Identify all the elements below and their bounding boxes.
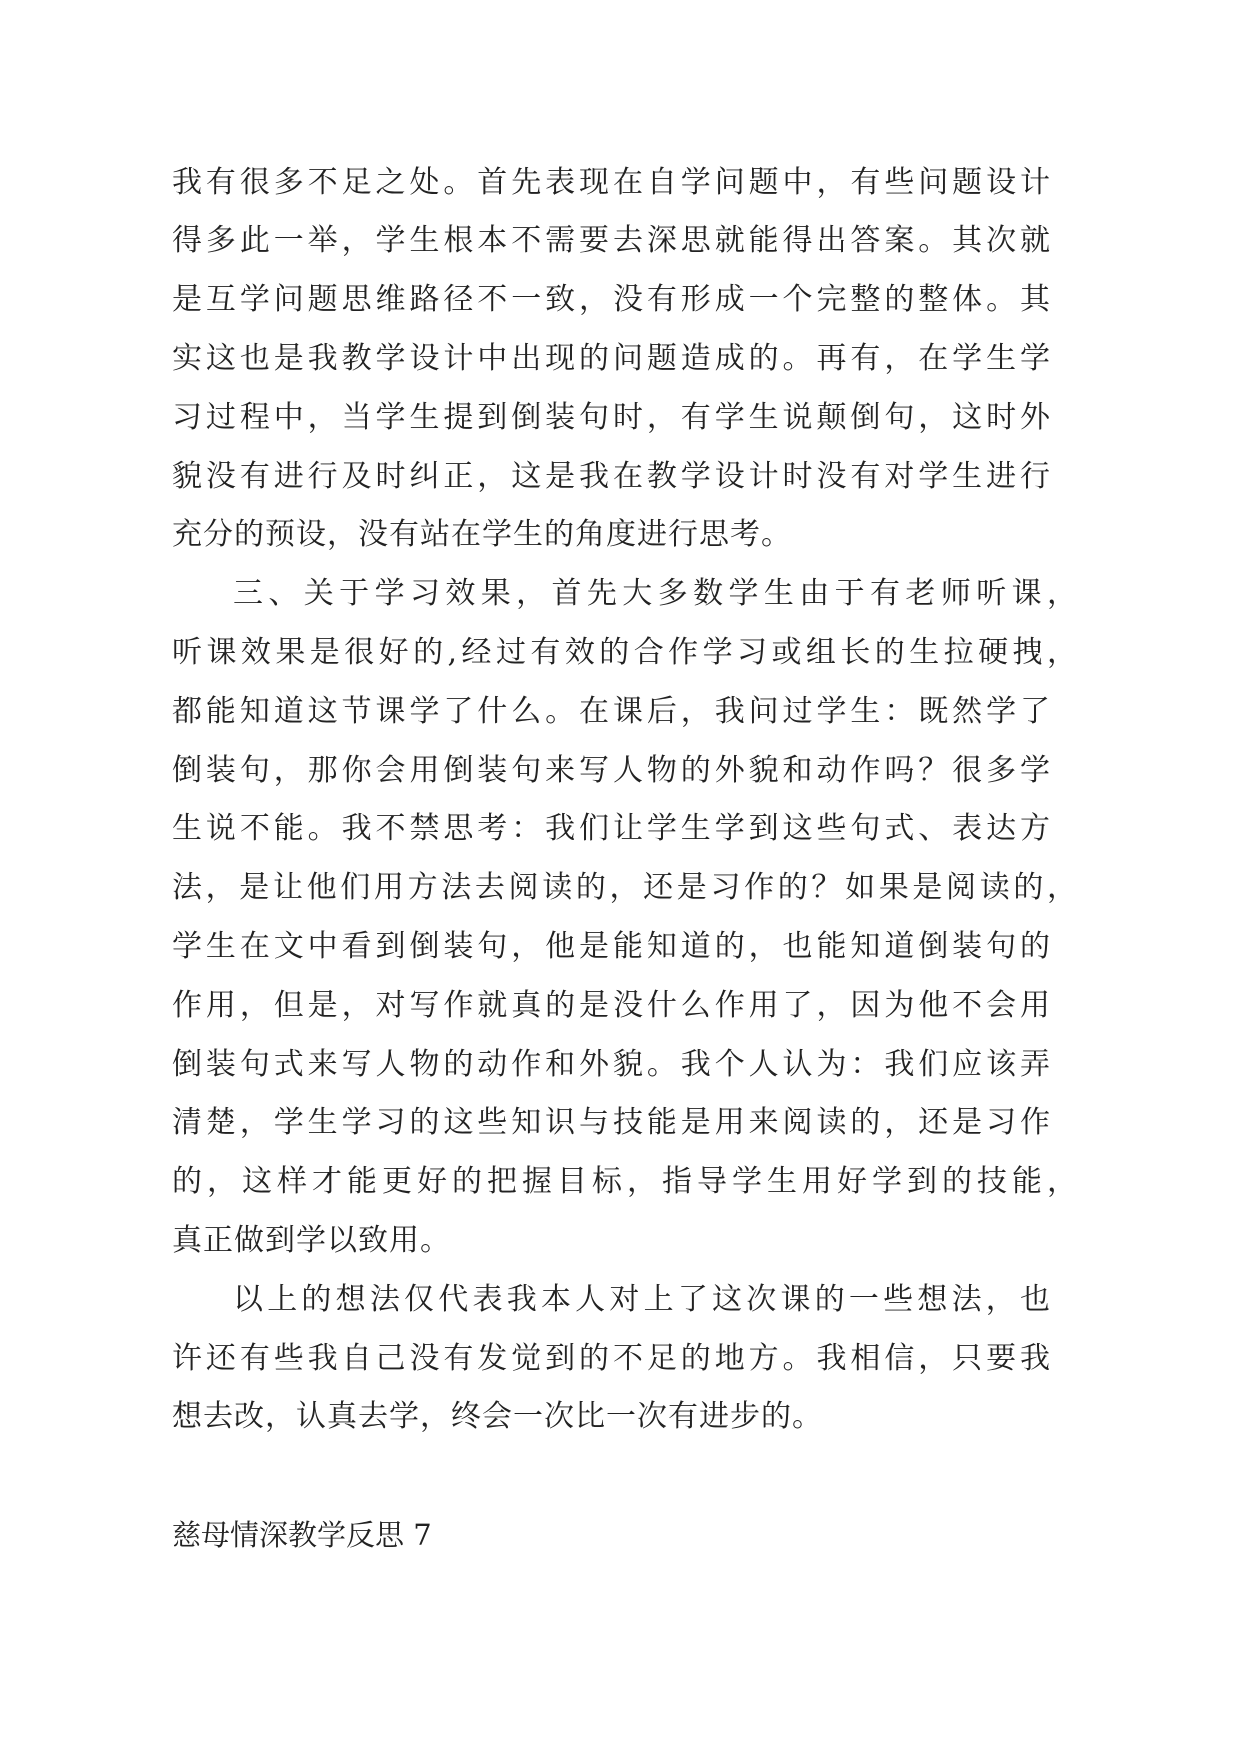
paragraph-line: 作用，但是，对写作就真的是没什么作用了，因为他不会用 — [172, 987, 1050, 1023]
paragraph-line: 倒装句式来写人物的动作和外貌。我个人认为：我们应该弄 — [172, 1046, 1050, 1082]
paragraph-line: 真正做到学以致用。 — [172, 1222, 451, 1258]
paragraph-line: 得多此一举，学生根本不需要去深思就能得出答案。其次就 — [172, 223, 1050, 259]
paragraph-line: 倒装句，那你会用倒装句来写人物的外貌和动作吗？很多学 — [172, 752, 1050, 788]
paragraph-line: 充分的预设，没有站在学生的角度进行思考。 — [172, 517, 792, 553]
paragraph-line: 是互学问题思维路径不一致，没有形成一个完整的整体。其 — [172, 282, 1050, 318]
paragraph-line: 实这也是我教学设计中出现的问题造成的。再有，在学生学 — [172, 340, 1050, 376]
paragraph-line: 我有很多不足之处。首先表现在自学问题中，有些问题设计 — [172, 164, 1050, 200]
paragraph-line: 清楚，学生学习的这些知识与技能是用来阅读的，还是习作 — [172, 1105, 1050, 1141]
paragraph-line: 听课效果是很好的,经过有效的合作学习或组长的生拉硬拽， — [172, 634, 1077, 670]
paragraph-3 — [0, 1271, 1241, 1447]
section-heading: 慈母情深教学反思 7 — [172, 1517, 432, 1552]
paragraph-line: 学生在文中看到倒装句，他是能知道的，也能知道倒装句的 — [172, 928, 1050, 964]
document-page — [0, 154, 1241, 1565]
paragraph-line: 许还有些我自己没有发觉到的不足的地方。我相信，只要我 — [172, 1340, 1050, 1376]
paragraph-line: 貌没有进行及时纠正，这是我在教学设计时没有对学生进行 — [172, 458, 1050, 494]
paragraph-line: 想去改，认真去学，终会一次比一次有进步的。 — [172, 1399, 823, 1435]
blank-line — [0, 1447, 1241, 1506]
paragraph-1 — [0, 154, 1241, 566]
paragraph-line: 都能知道这节课学了什么。在课后，我问过学生：既然学了 — [172, 693, 1050, 729]
paragraph-line: 三、关于学习效果，首先大多数学生由于有老师听课， — [233, 576, 1077, 612]
paragraph-line: 的，这样才能更好的把握目标，指导学生用好学到的技能， — [172, 1164, 1077, 1200]
paragraph-line: 以上的想法仅代表我本人对上了这次课的一些想法，也 — [233, 1281, 1050, 1317]
paragraph-2 — [0, 565, 1241, 1271]
paragraph-line: 生说不能。我不禁思考：我们让学生学到这些句式、表达方 — [172, 811, 1050, 847]
paragraph-line: 习过程中，当学生提到倒装句时，有学生说颠倒句，这时外 — [172, 399, 1050, 435]
paragraph-line: 法，是让他们用方法去阅读的，还是习作的？如果是阅读的， — [172, 870, 1077, 906]
